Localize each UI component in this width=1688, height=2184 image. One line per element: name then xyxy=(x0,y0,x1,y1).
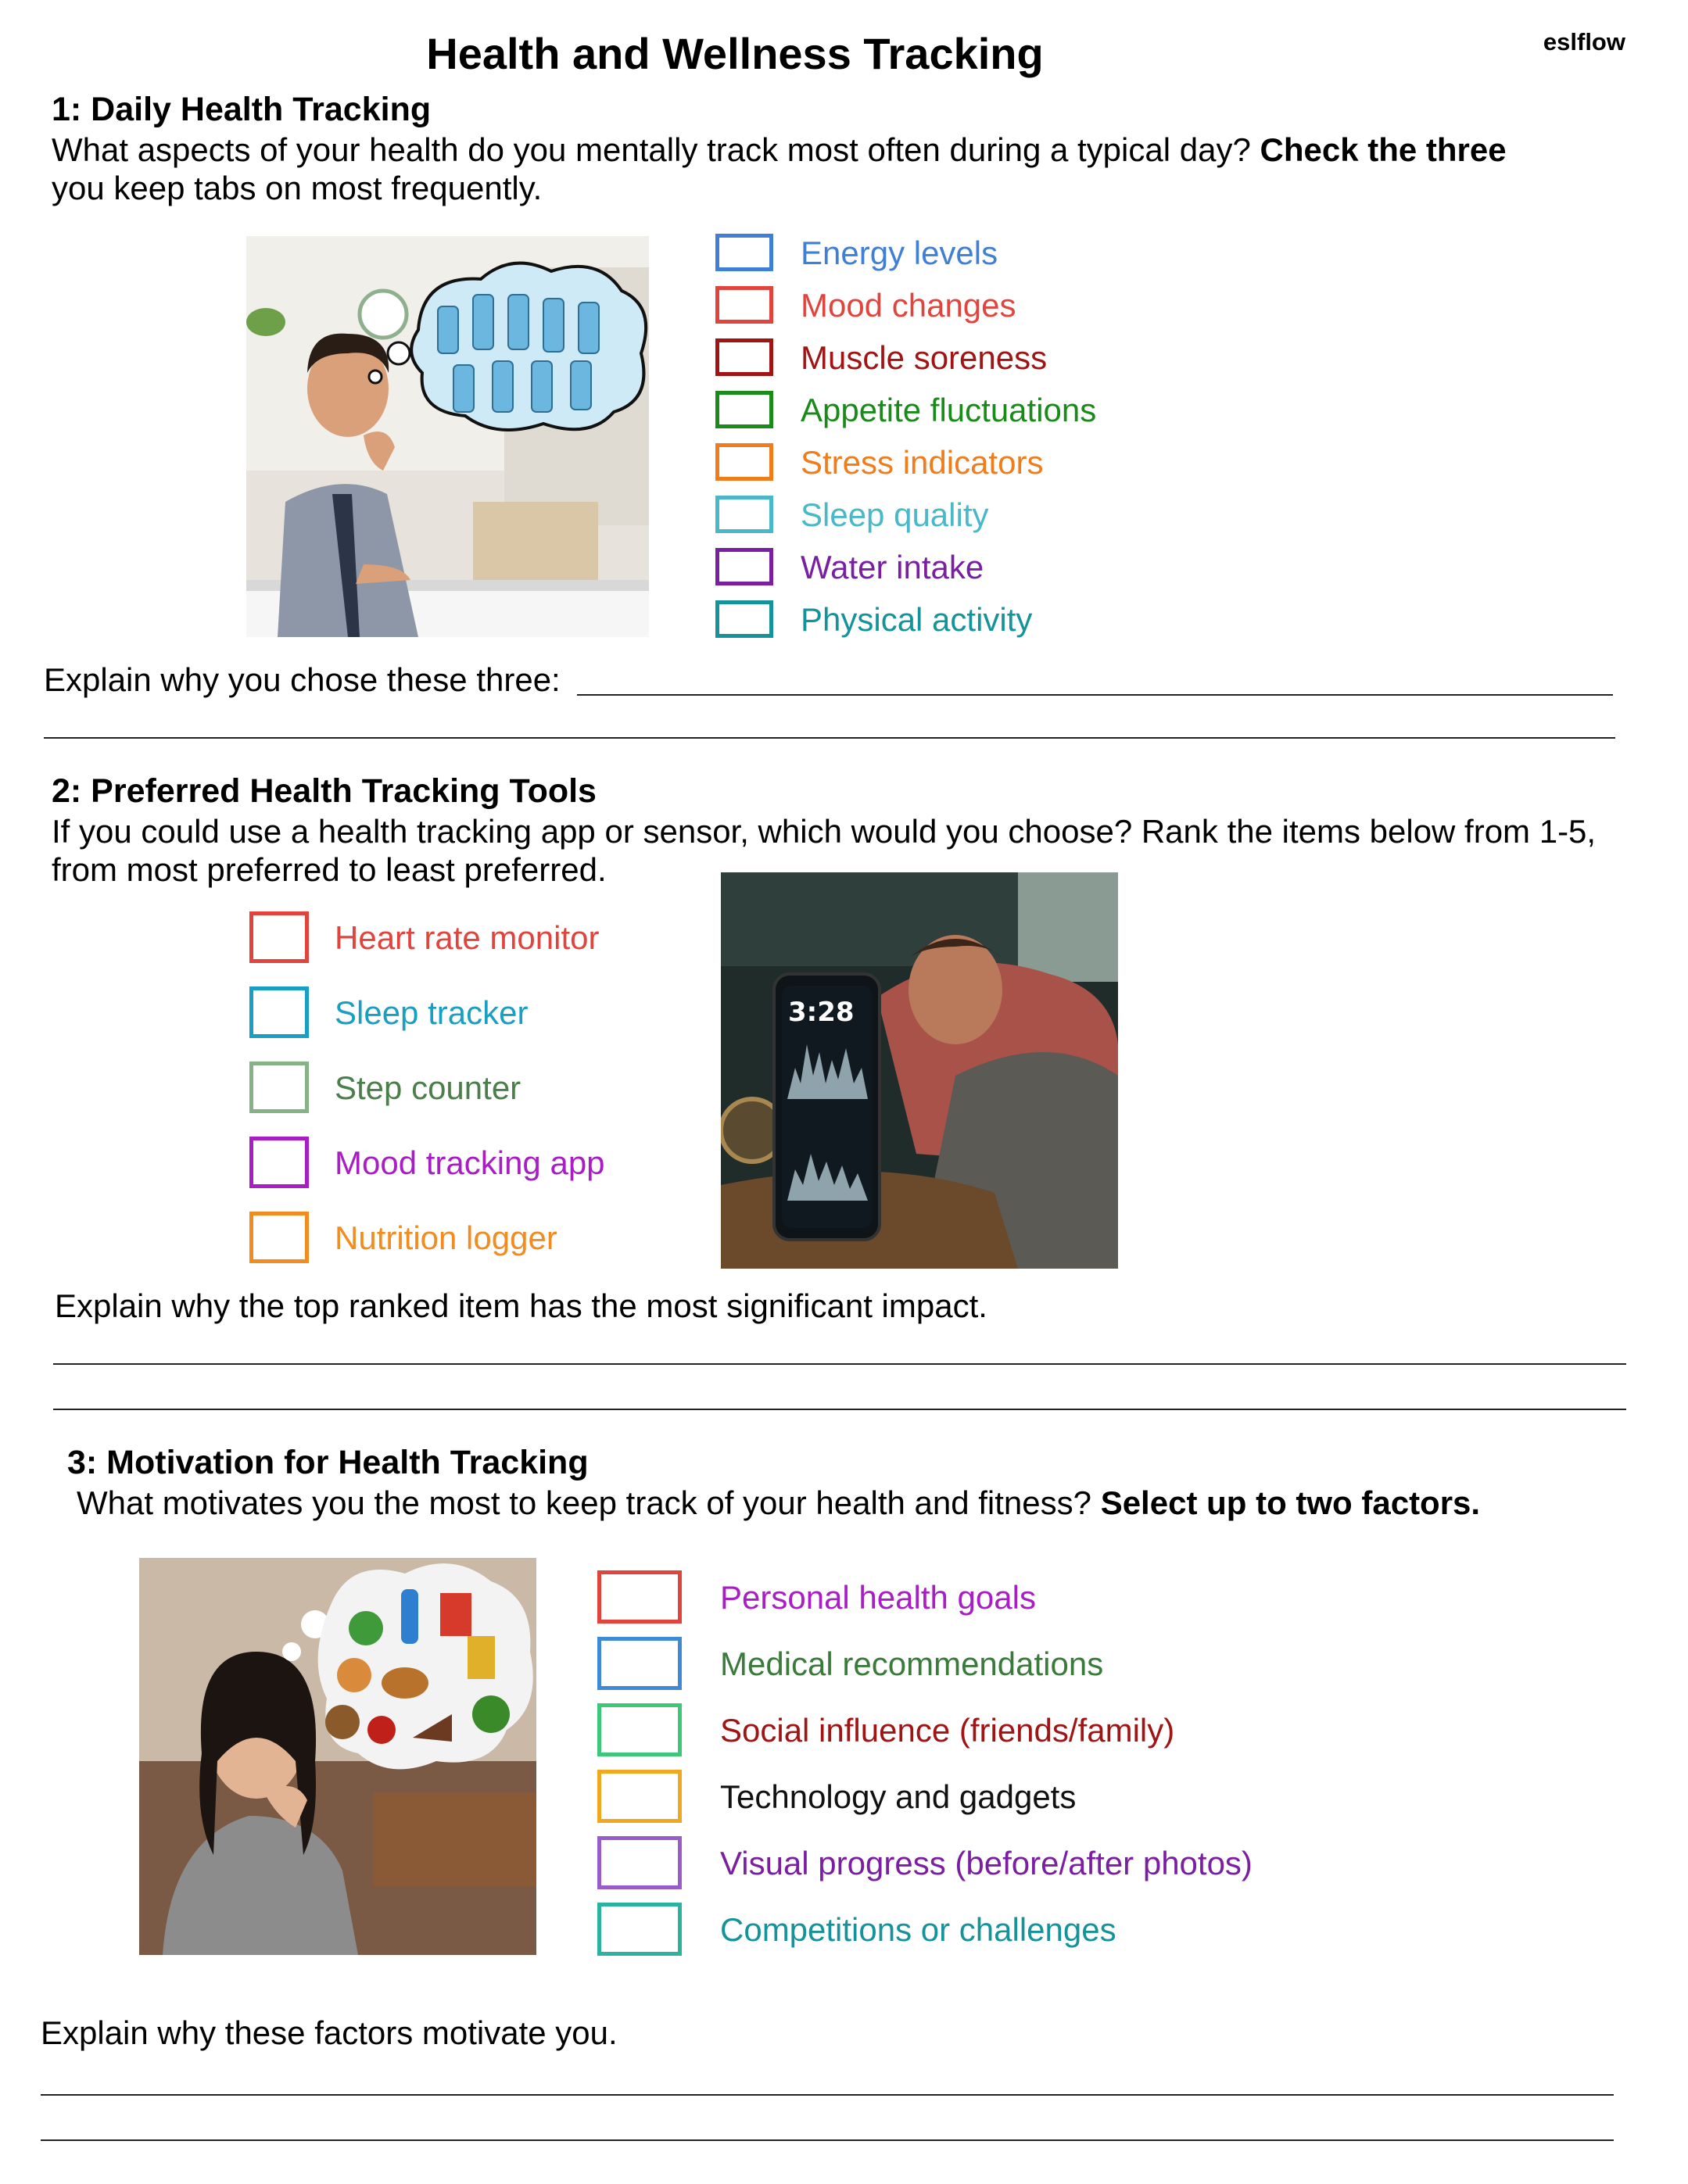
sleep-tracker-phone-photo xyxy=(721,872,1118,1269)
answer-line[interactable] xyxy=(53,1409,1626,1410)
section3-prompt-text: What motivates you the most to keep track of your health and fitness? xyxy=(77,1484,1092,1521)
section2-heading: 2: Preferred Health Tracking Tools xyxy=(52,772,597,810)
option-technology-and-gadgets: Technology and gadgets xyxy=(720,1778,1077,1815)
section1-prompt xyxy=(52,131,1507,207)
checkbox-competitions-or-challenges[interactable] xyxy=(597,1903,682,1956)
answer-line[interactable] xyxy=(41,2094,1614,2096)
man-thinking-water-illustration xyxy=(246,236,649,637)
checkbox-sleep-quality[interactable] xyxy=(715,496,773,533)
option-physical-activity: Physical activity xyxy=(801,601,1033,638)
section3-heading: 3: Motivation for Health Tracking xyxy=(67,1444,589,1481)
answer-line[interactable] xyxy=(53,1363,1626,1365)
section2-prompt-text2: from most preferred to least preferred. xyxy=(52,851,607,888)
option-sleep-quality: Sleep quality xyxy=(801,496,989,533)
page-title: Health and Wellness Tracking xyxy=(426,29,1044,78)
option-nutrition-logger: Nutrition logger xyxy=(335,1219,557,1256)
section3-prompt-bold: Select up to two factors. xyxy=(1100,1484,1481,1521)
rank-box-nutrition-logger[interactable] xyxy=(249,1212,309,1263)
option-sleep-tracker: Sleep tracker xyxy=(335,994,529,1031)
checkbox-appetite-fluctuations[interactable] xyxy=(715,391,773,428)
answer-line[interactable] xyxy=(41,2139,1614,2141)
checkbox-stress-indicators[interactable] xyxy=(715,443,773,481)
checkbox-mood-changes[interactable] xyxy=(715,286,773,324)
option-mood-tracking-app: Mood tracking app xyxy=(335,1144,605,1181)
option-medical-recommendations: Medical recommendations xyxy=(720,1645,1104,1682)
section1-explain-label: Explain why you chose these three: xyxy=(44,661,561,698)
brand-logo-text: eslflow xyxy=(1543,28,1625,55)
checkbox-water-intake[interactable] xyxy=(715,548,773,585)
option-appetite-fluctuations: Appetite fluctuations xyxy=(801,392,1097,428)
checkbox-physical-activity[interactable] xyxy=(715,600,773,638)
section3-explain-label: Explain why these factors motivate you. xyxy=(41,2014,618,2051)
answer-line[interactable] xyxy=(44,737,1615,739)
rank-box-mood-tracking-app[interactable] xyxy=(249,1137,309,1188)
checkbox-energy-levels[interactable] xyxy=(715,234,773,271)
option-heart-rate-monitor: Heart rate monitor xyxy=(335,919,600,956)
woman-thinking-food-illustration xyxy=(139,1558,536,1955)
rank-box-heart-rate-monitor[interactable] xyxy=(249,911,309,963)
checkbox-visual-progress[interactable] xyxy=(597,1836,682,1889)
rank-box-step-counter[interactable] xyxy=(249,1062,309,1113)
option-energy-levels: Energy levels xyxy=(801,235,998,271)
answer-line[interactable] xyxy=(577,694,1613,696)
rank-box-sleep-tracker[interactable] xyxy=(249,986,309,1038)
option-mood-changes: Mood changes xyxy=(801,287,1016,324)
section2-prompt-text: If you could use a health tracking app or sensor, which would you choose? Rank the items below from 1-5, xyxy=(52,813,1597,850)
section1-prompt-bold: Check the three xyxy=(1260,131,1507,168)
option-competitions-or-challenges: Competitions or challenges xyxy=(720,1911,1116,1948)
section1-prompt-text: What aspects of your health do you mentally track most often during a typical day? xyxy=(52,131,1251,168)
option-social-influence: Social influence (friends/family) xyxy=(720,1712,1175,1749)
section2-explain-label: Explain why the top ranked item has the most significant impact. xyxy=(55,1287,987,1324)
option-step-counter: Step counter xyxy=(335,1069,521,1106)
section1-prompt-text2: you keep tabs on most frequently. xyxy=(52,170,543,206)
option-visual-progress: Visual progress (before/after photos) xyxy=(720,1845,1253,1881)
option-muscle-soreness: Muscle soreness xyxy=(801,339,1048,376)
checkbox-personal-health-goals[interactable] xyxy=(597,1570,682,1624)
checkbox-muscle-soreness[interactable] xyxy=(715,338,773,376)
checkbox-medical-recommendations[interactable] xyxy=(597,1637,682,1690)
checkbox-technology-and-gadgets[interactable] xyxy=(597,1770,682,1823)
option-stress-indicators: Stress indicators xyxy=(801,444,1044,481)
option-water-intake: Water intake xyxy=(801,549,984,585)
phone-time: 3:28 xyxy=(788,997,855,1028)
checkbox-social-influence[interactable] xyxy=(597,1703,682,1756)
section3-prompt xyxy=(77,1484,1480,1522)
option-personal-health-goals: Personal health goals xyxy=(720,1579,1036,1616)
section1-heading: 1: Daily Health Tracking xyxy=(52,91,432,128)
